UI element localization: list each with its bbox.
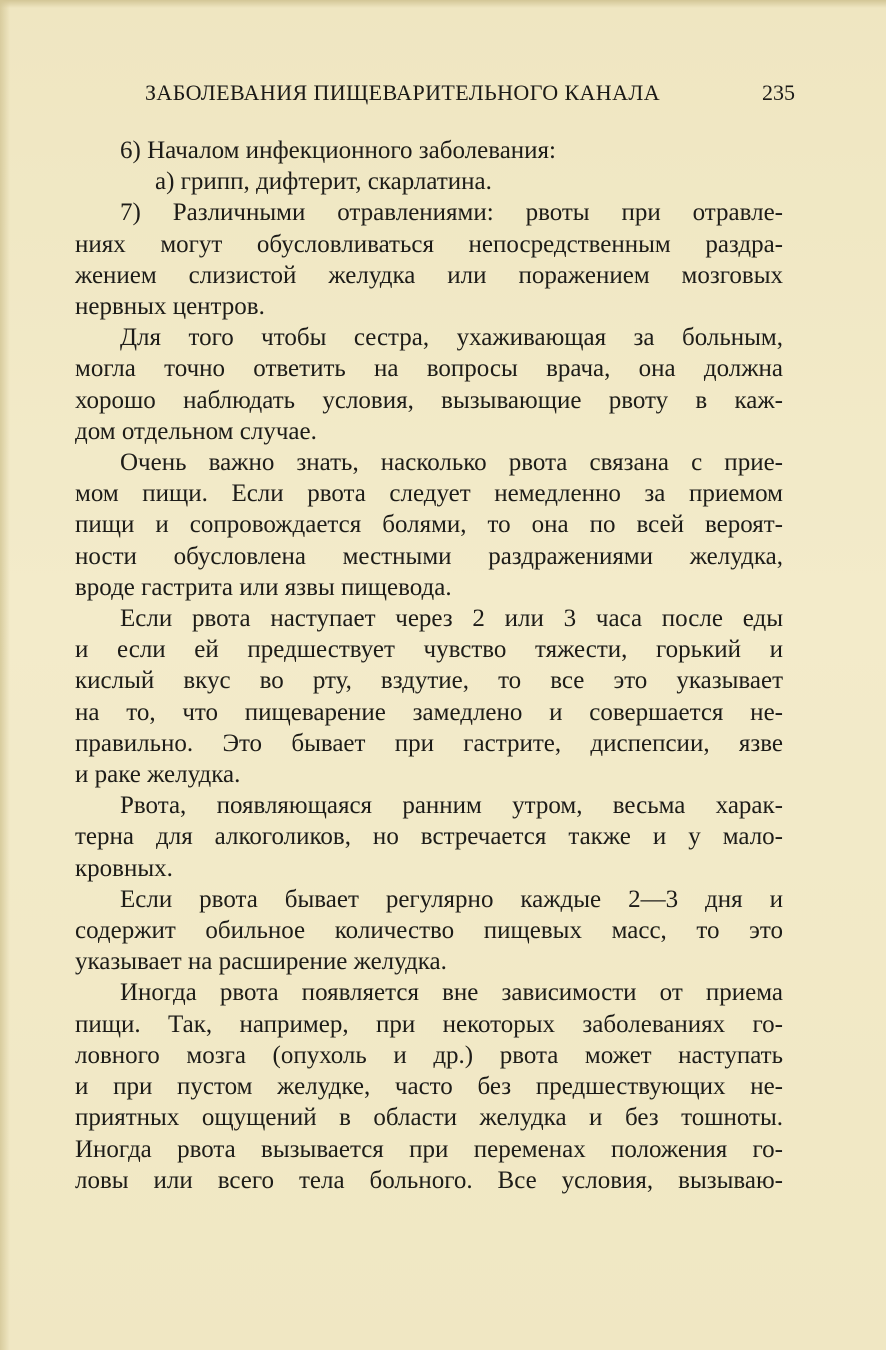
text-line: дом отдельном случае. (75, 417, 317, 445)
text-line: Если рвота наступает через 2 или 3 часа после еды (120, 605, 783, 633)
text-line: ловы или всего тела больного. Все условия, вызываю- (75, 1166, 783, 1194)
text-line: нервных центров. (75, 293, 265, 321)
text-line: и раке желудка. (75, 761, 241, 789)
text-line: могла точно ответить на вопросы врача, она должна (75, 355, 783, 383)
text-line: кислый вкус во рту, вздутие, то все это указывает (75, 667, 783, 695)
text-line: ниях могут обусловливаться непосредственным раздра- (75, 230, 783, 258)
text-line: Рвота, появляющаяся ранним утром, весьма харак- (120, 792, 783, 820)
text-line: кровных. (75, 854, 173, 882)
text-line: содержит обильное количество пищевых масс, то это (75, 917, 783, 945)
running-head (145, 80, 795, 114)
text-line: Иногда рвота появляется вне зависимости от приема (120, 979, 783, 1007)
text-line: вроде гастрита или язвы пищевода. (75, 573, 452, 601)
text-line: указывает на расширение желудка. (75, 948, 447, 976)
text-line: терна для алкоголиков, но встречается также и у мало- (75, 823, 783, 851)
text-line: Очень важно знать, насколько рвота связана с прие- (120, 449, 783, 477)
text-line: ности обусловлена местными раздражениями желудка, (75, 542, 783, 570)
page-gutter-shadow (0, 0, 10, 1350)
body-text (75, 135, 783, 1196)
text-line: 6) Началом инфекционного заболевания: (120, 137, 556, 164)
text-line: и при пустом желудке, часто без предшествующих не- (75, 1073, 783, 1101)
text-line: пищи и сопровождается болями, то она по всей вероят- (75, 511, 783, 539)
running-head-title: ЗАБОЛЕВАНИЯ ПИЩЕВАРИТЕЛЬНОГО КАНАЛА (145, 80, 660, 105)
text-line: на то, что пищеварение замедлено и совершается не- (75, 698, 783, 726)
text-line: Иногда рвота вызывается при переменах положения го- (75, 1135, 783, 1163)
text-line: хорошо наблюдать условия, вызывающие рвоту в каж- (75, 386, 783, 414)
text-line: Для того чтобы сестра, ухаживающая за больным, (120, 324, 783, 352)
text-line: 7) Различными отравлениями: рвоты при отравле- (120, 199, 783, 227)
page-top-edge-shadow (0, 0, 886, 8)
text-line: правильно. Это бывает при гастрите, диспепсии, язве (75, 729, 783, 757)
text-line: приятных ощущений в области желудка и без тошноты. (75, 1104, 783, 1132)
text-line: ловного мозга (опухоль и др.) рвота может наступать (75, 1041, 783, 1069)
text-line: а) грипп, дифтерит, скарлатина. (155, 168, 492, 196)
text-line: мом пищи. Если рвота следует немедленно за приемом (75, 480, 783, 508)
text-line: и если ей предшествует чувство тяжести, горький и (75, 636, 783, 664)
page-number: 235 (762, 80, 795, 105)
text-line: пищи. Так, например, при некоторых заболеваниях го- (75, 1010, 783, 1038)
text-line: Если рвота бывает регулярно каждые 2—3 дня и (120, 885, 783, 913)
text-line: жением слизистой желудка или поражением мозговых (75, 261, 783, 289)
